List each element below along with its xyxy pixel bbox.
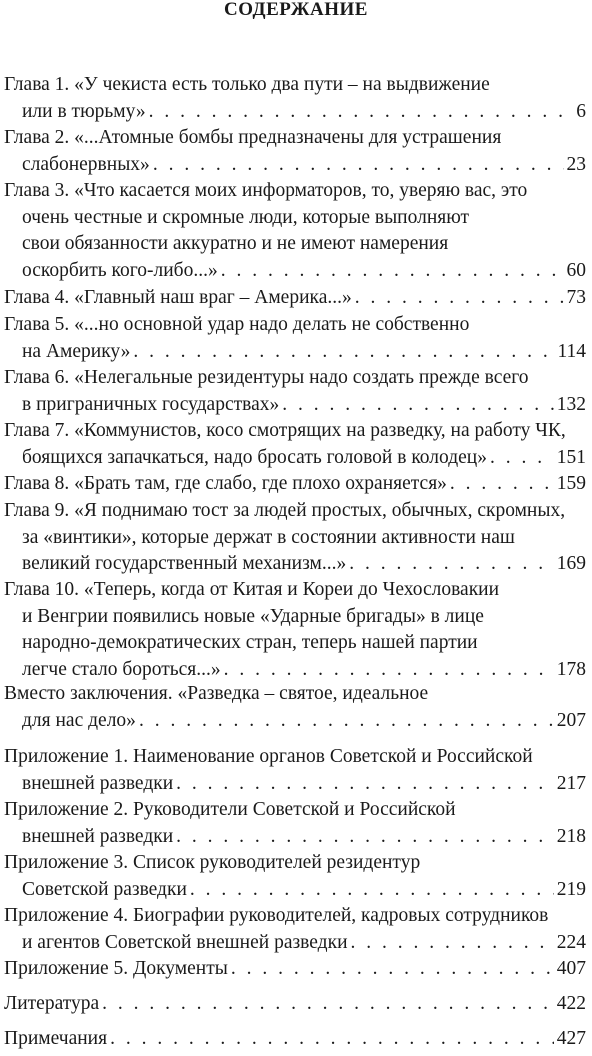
toc-entry-text: Глава 8. «Брать там, где слабо, где плохо охраняется» [4,473,447,494]
toc-entry-last-line [4,771,586,798]
dot-leader [450,471,554,498]
dot-leader [102,991,554,1018]
toc-entry-appendix-3[interactable] [4,850,586,903]
toc-page-number: 60 [566,259,586,281]
toc-page-number: 427 [556,1028,586,1049]
toc-entry-last-line [4,991,586,1018]
toc-entry-last-line [4,824,586,851]
toc-entry-text: свои обязанности аккуратно и не имеют намерения [22,233,449,254]
toc-entry-chapter-6[interactable] [4,365,586,418]
toc-entry-text: Советской разведки [22,878,187,900]
page-title: СОДЕРЖАНИЕ [224,0,368,20]
dot-leader [231,956,554,983]
toc-entry-text: Приложение 5. Документы [4,958,228,979]
toc-page-number: 407 [556,958,586,979]
toc-entry-chapter-2[interactable] [4,125,586,178]
toc-entry-chapter-3[interactable] [4,178,586,284]
toc-entry-last-line [4,708,586,735]
toc-entry-conclusion[interactable] [4,681,586,734]
toc-entry-text: слабонервных» [22,153,150,175]
toc-page-number: 422 [556,993,586,1014]
toc-page-number: 151 [556,446,586,468]
toc-entry-chapter-7[interactable] [4,418,586,471]
toc-entry-text: Глава 2. «...Атомные бомбы предназначены для устрашения [4,127,502,148]
dot-leader [153,152,564,179]
toc-entry-chapter-9[interactable] [4,498,586,578]
toc-entry-text: внешней разведки [22,825,174,847]
toc-entry-text: народно-демократических стран, теперь нашей партии [22,632,478,653]
toc-entry-text: в приграничных государствах» [22,393,280,415]
toc-entry-text: Приложение 4. Биографии руководителей, кадровых сотрудников [4,905,549,926]
dot-leader [149,99,574,126]
toc-entry-text: Глава 3. «Что касается моих информаторов, то, уверяю вас, это [4,180,528,201]
toc-entry-text: Глава 1. «У чекиста есть только два пути – на выдвижение [4,74,490,95]
dot-leader [224,657,554,684]
toc-entry-text: Приложение 3. Список руководителей резидентур [4,852,421,873]
toc-page-number: 169 [556,553,586,574]
toc-entry-last-line [4,930,586,957]
toc-entry-last-line [4,877,586,904]
toc-entry-last-line [4,445,586,472]
toc-entry-last-line [4,152,586,179]
toc-entry-text: за «винтики», которые держат в состоянии активности наш [22,526,515,548]
toc-entry-text: Вместо заключения. «Разведка – святое, идеальное [4,683,429,704]
toc-entry-text: очень честные и скромные люди, которые выполняют [22,206,470,228]
dot-leader [490,445,554,472]
toc-entry-last-line [4,956,586,983]
toc-entry-text: Примечания [4,1028,108,1049]
dot-leader [349,551,554,578]
toc-entry-chapter-8[interactable] [4,471,586,498]
toc-page-number: 114 [557,340,586,362]
dot-leader [221,258,564,285]
toc-entry-appendix-1[interactable] [4,744,586,797]
toc-entry-text: Глава 9. «Я поднимаю тост за людей простых, обычных, скромных, [4,500,566,521]
toc-entry-text: внешней разведки [22,772,174,794]
toc-page-number: 6 [576,100,586,122]
toc-entry-text: Глава 10. «Теперь, когда от Китая и Кореи до Чехословакии [4,579,500,600]
dot-leader [351,930,554,957]
toc-entry-text: для нас дело» [22,709,136,731]
dot-leader [176,771,554,798]
toc-page-number: 132 [556,393,586,415]
dot-leader [110,1026,554,1053]
dot-leader [139,708,554,735]
toc-entry-text: на Америку» [22,340,131,362]
toc-page-number: 217 [556,772,586,794]
toc-entry-notes[interactable] [4,1026,586,1053]
toc-entry-last-line [4,99,586,126]
dot-leader [190,877,554,904]
toc-entry-text: Глава 7. «Коммунистов, косо смотрящих на разведку, на работу ЧК, [4,420,566,441]
toc-entry-last-line [4,471,586,498]
toc-entry-appendix-5[interactable] [4,956,586,983]
toc-entry-text: Литература [4,993,100,1014]
toc-entry-last-line [4,392,586,419]
toc-page-number: 219 [556,878,586,900]
toc-entry-appendix-2[interactable] [4,797,586,850]
toc-page-number: 178 [556,658,586,680]
toc-page-number: 224 [556,931,586,953]
toc-entry-text: и агентов Советской внешней разведки [22,931,348,953]
dot-leader [355,285,564,312]
dot-leader [282,392,554,419]
toc-entry-text: легче стало бороться...» [22,658,221,680]
toc-entry-last-line [4,657,586,684]
toc-entry-literature[interactable] [4,991,586,1018]
toc-entry-text: боящихся запачкаться, надо бросать головой в колодец» [22,446,487,468]
toc-entry-text: Приложение 2. Руководители Советской и Российской [4,799,456,820]
toc-entry-text: или в тюрьму» [22,100,146,122]
toc-page-number: 159 [556,473,586,494]
toc-entry-text: и Венгрии появились новые «Ударные бригады» в лице [22,605,484,627]
dot-leader [176,824,554,851]
toc-entry-text: великий государственный механизм...» [22,553,347,574]
toc-entry-chapter-1[interactable] [4,72,586,125]
toc-entry-text: Глава 4. «Главный наш враг – Америка...» [4,287,352,308]
toc-entry-chapter-4[interactable] [4,285,586,312]
toc-entry-appendix-4[interactable] [4,903,586,956]
toc-entry-text: Глава 5. «...но основной удар надо делать не собственно [4,314,470,335]
toc-page-number: 23 [566,153,586,175]
toc-entry-last-line [4,285,586,312]
toc-page-number: 218 [556,825,586,847]
toc-entry-last-line [4,258,586,285]
toc-entry-text: Глава 6. «Нелегальные резидентуры надо создать прежде всего [4,367,529,388]
dot-leader [133,339,554,366]
toc-entry-last-line [4,1026,586,1053]
toc-page-number: 73 [566,287,586,308]
toc-page-number: 207 [556,709,586,731]
toc-entry-chapter-5[interactable] [4,312,586,365]
toc-entry-last-line [4,339,586,366]
toc-entry-text: оскорбить кого-либо...» [22,259,218,281]
toc-entry-text: Приложение 1. Наименование органов Советской и Российской [4,746,533,767]
toc-entry-chapter-10[interactable] [4,577,586,683]
toc-entry-last-line [4,551,586,578]
